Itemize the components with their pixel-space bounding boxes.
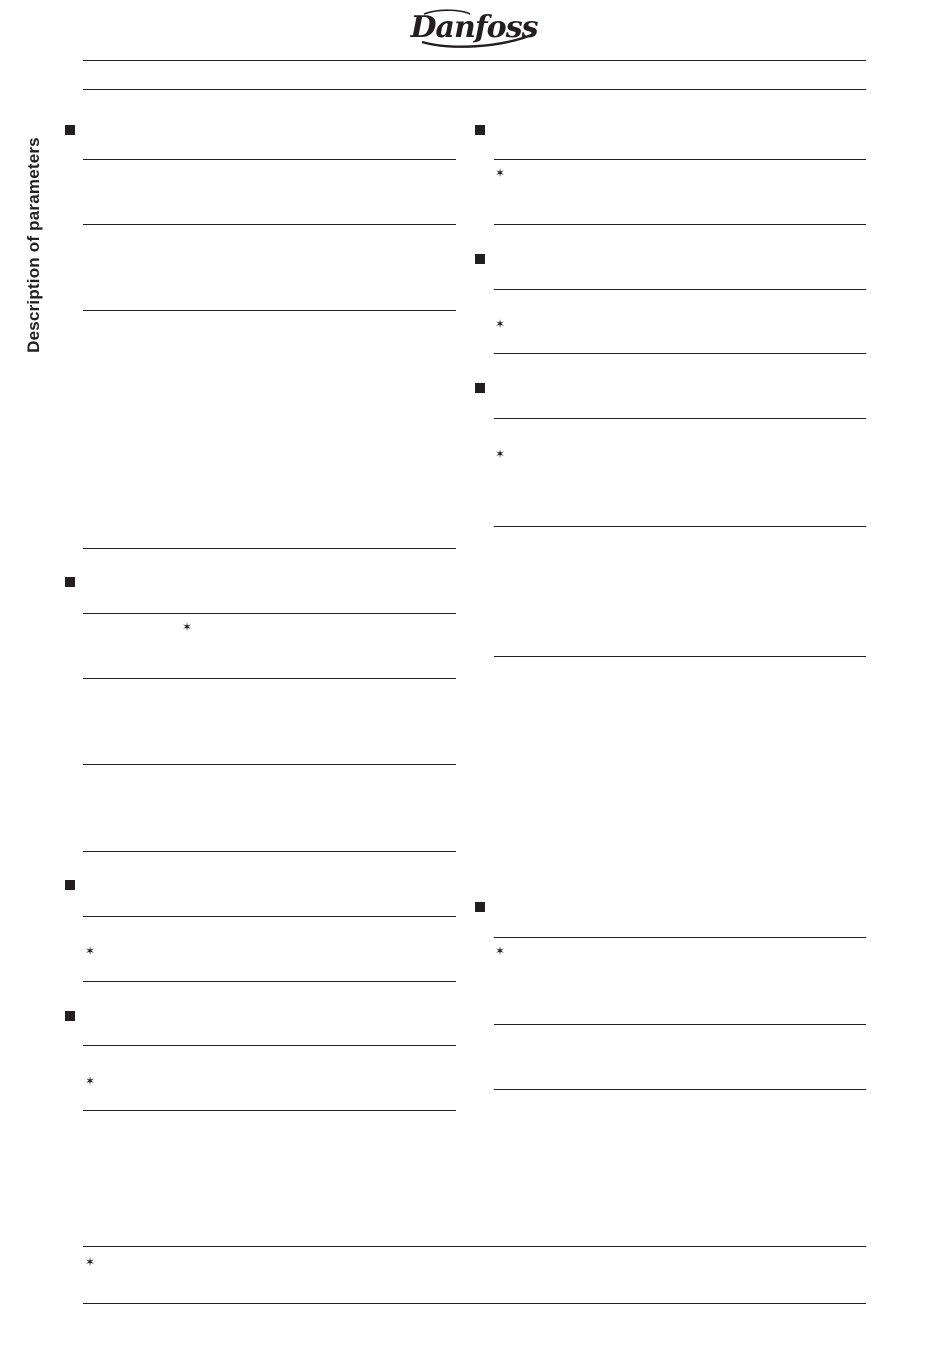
divider-line [83, 1045, 456, 1046]
divider-line [83, 613, 456, 614]
square-bullet-icon [475, 254, 485, 264]
header-rule [83, 60, 866, 61]
footer-rule [83, 1303, 866, 1304]
asterisk-star-icon: ✶ [494, 166, 506, 180]
asterisk-star-icon: ✶ [494, 317, 506, 331]
divider-line [83, 224, 456, 225]
divider-line [494, 224, 866, 225]
asterisk-star-icon: ✶ [494, 447, 506, 461]
asterisk-star-icon: ✶ [84, 1074, 96, 1088]
footer-rule [83, 1246, 866, 1247]
divider-line [494, 1089, 866, 1090]
divider-line [494, 159, 866, 160]
divider-line [83, 764, 456, 765]
divider-line [494, 353, 866, 354]
divider-line [494, 526, 866, 527]
asterisk-star-icon: ✶ [84, 1255, 96, 1269]
divider-line [494, 1024, 866, 1025]
svg-text:Danfoss: Danfoss [410, 10, 538, 45]
asterisk-star-icon: ✶ [494, 944, 506, 958]
section-title-vertical: Description of parameters [24, 137, 43, 353]
divider-line [83, 310, 456, 311]
square-bullet-icon [65, 1011, 75, 1021]
square-bullet-icon [475, 902, 485, 912]
divider-line [494, 656, 866, 657]
divider-line [494, 289, 866, 290]
square-bullet-icon [475, 125, 485, 135]
square-bullet-icon [475, 383, 485, 393]
divider-line [83, 851, 456, 852]
square-bullet-icon [65, 125, 75, 135]
divider-line [83, 916, 456, 917]
asterisk-star-icon: ✶ [84, 944, 96, 958]
divider-line [83, 981, 456, 982]
header-rule [83, 89, 866, 90]
danfoss-logo [410, 4, 540, 54]
divider-line [83, 678, 456, 679]
square-bullet-icon [65, 880, 75, 890]
divider-line [83, 548, 456, 549]
square-bullet-icon [65, 577, 75, 587]
divider-line [494, 937, 866, 938]
divider-line [494, 418, 866, 419]
divider-line [83, 1110, 456, 1111]
asterisk-star-icon: ✶ [181, 620, 193, 634]
divider-line [83, 159, 456, 160]
